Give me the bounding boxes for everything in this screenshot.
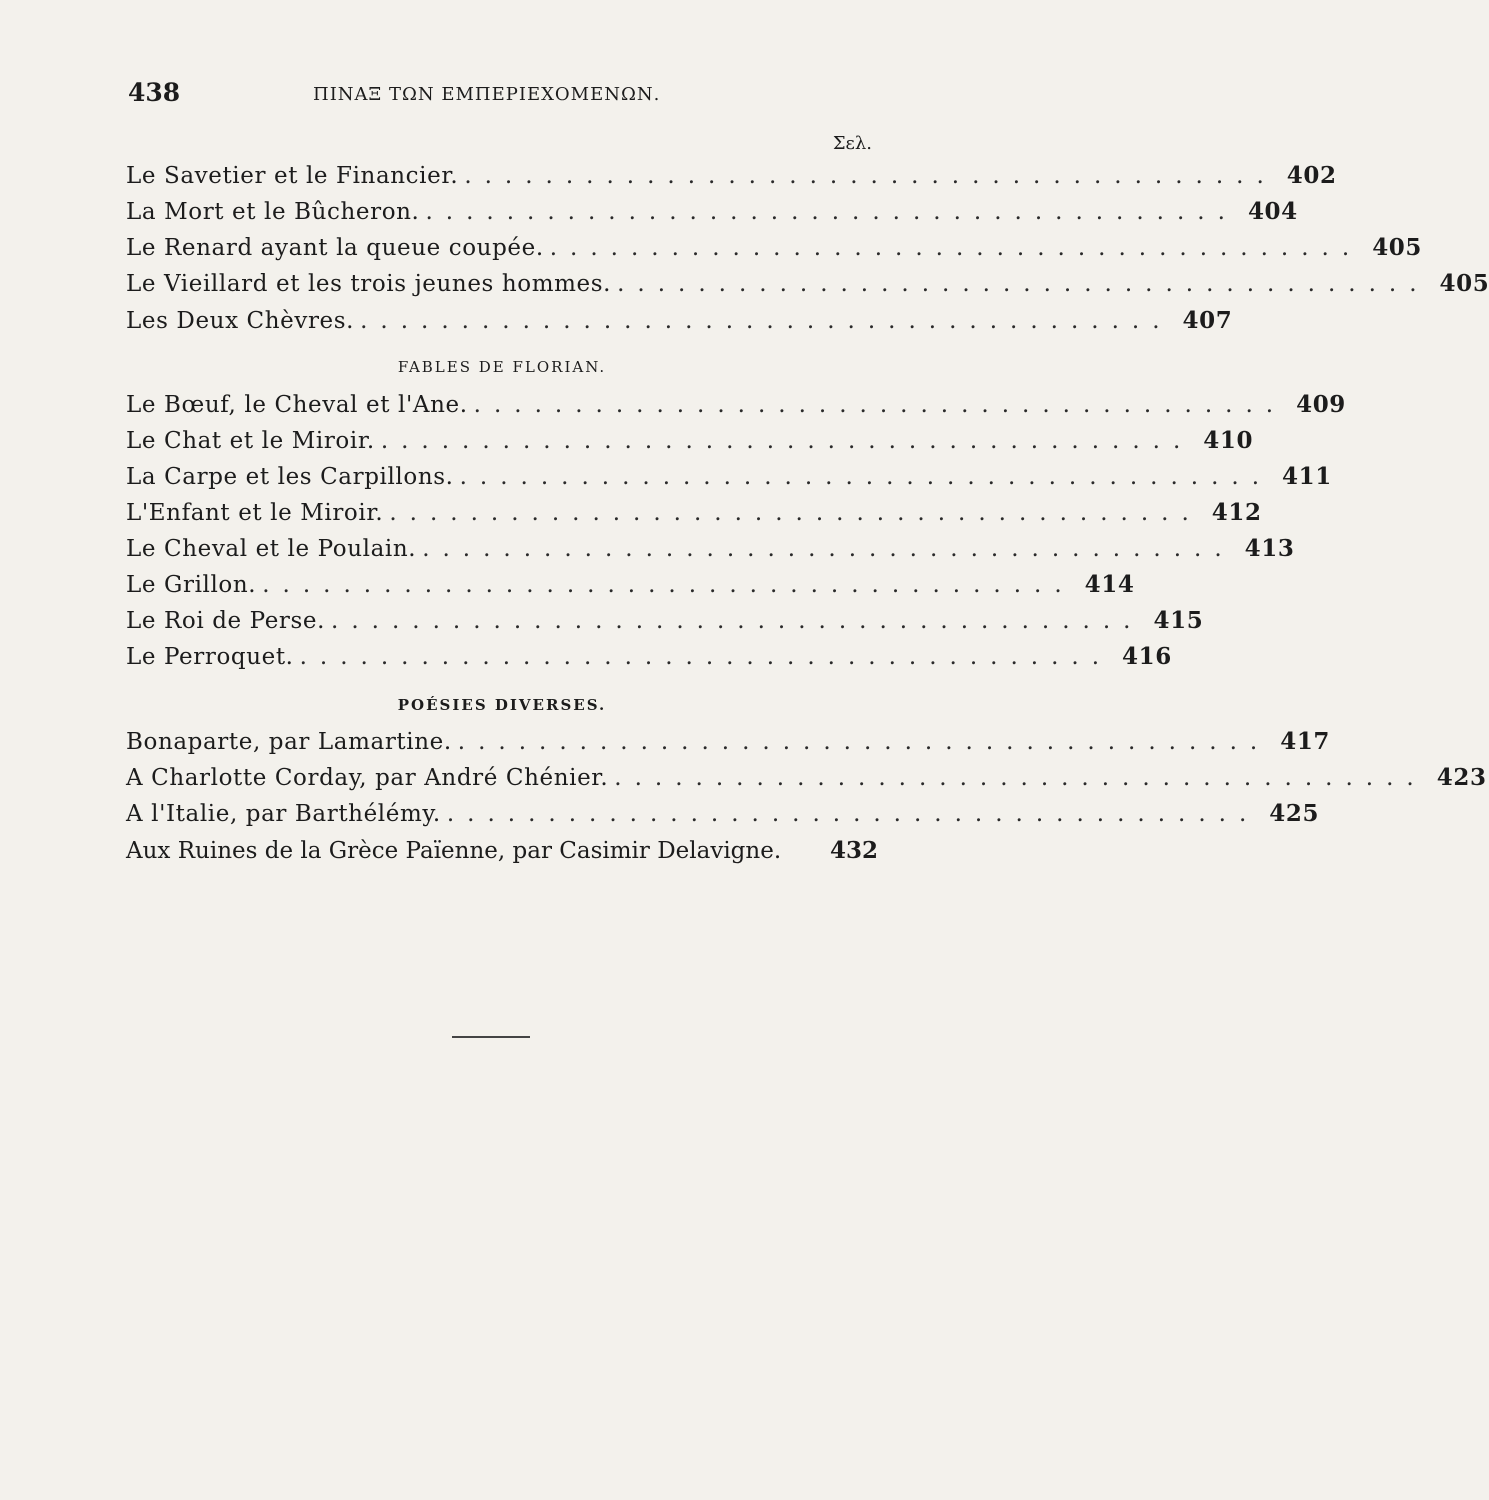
toc-entry: [126, 728, 1331, 764]
entry-title: Le Savetier et le Financier.: [126, 163, 459, 189]
toc-entry: [126, 643, 1172, 679]
entry-page: 405: [1372, 234, 1422, 261]
closing-rule: [452, 1036, 530, 1038]
entry-title: La Carpe et les Carpillons.: [126, 464, 454, 490]
leader-dots: ........................................: [425, 199, 1238, 225]
entry-page: 404: [1247, 198, 1298, 225]
toc-entry: [126, 162, 1337, 198]
leader-dots: ........................................: [457, 729, 1271, 755]
entry-page: 411: [1282, 463, 1332, 490]
leader-dots: ........................................: [331, 608, 1144, 634]
leader-dots: ........................................: [459, 464, 1273, 490]
toc-entry: [126, 391, 1346, 427]
entry-title: Aux Ruines de la Grèce Païenne, par Casimir Delavigne.: [126, 838, 782, 864]
leader-dots: ........................................: [446, 801, 1260, 827]
toc-entry: [126, 535, 1295, 571]
toc-entry: [126, 307, 1233, 343]
entry-title: Bonaparte, par Lamartine.: [126, 729, 452, 755]
leader-dots: ........................................: [549, 235, 1363, 261]
leader-dots: ........................................: [473, 392, 1287, 418]
toc-entry: [126, 234, 1422, 270]
entry-title: Le Renard ayant la queue coupée.: [126, 235, 544, 261]
toc-entry: [126, 427, 1254, 463]
leader-dots: ........................................: [389, 500, 1202, 526]
toc-entry: [126, 607, 1204, 643]
entry-page: 413: [1244, 535, 1295, 562]
entry-title: Le Chat et le Miroir.: [126, 428, 375, 454]
toc-entry: [126, 764, 1487, 800]
entry-page: 412: [1211, 499, 1262, 526]
entry-title: Le Perroquet.: [126, 644, 294, 670]
entry-page: 432: [829, 837, 878, 864]
page-column-label: Σελ.: [832, 133, 872, 154]
leader-dots: ........................................: [617, 271, 1430, 297]
leader-dots: ........................................: [464, 163, 1277, 189]
entry-title: Le Cheval et le Poulain.: [126, 536, 417, 562]
leader-dots: ........................................: [614, 765, 1427, 791]
toc-entry: [126, 800, 1320, 836]
entry-page: 423: [1436, 764, 1487, 791]
toc-entry: [126, 463, 1332, 499]
entry-title: La Mort et le Bûcheron.: [126, 199, 420, 225]
entry-page: 402: [1286, 162, 1337, 189]
entry-page: 425: [1269, 800, 1320, 827]
toc-entry: [126, 270, 1489, 306]
section-heading-florian: FABLES DE FLORIAN.: [397, 358, 607, 376]
entry-title: Le Bœuf, le Cheval et l'Ane.: [126, 392, 468, 418]
leader-dots: ........................................: [380, 428, 1194, 454]
leader-dots: ........................................: [262, 572, 1075, 598]
entry-page: 414: [1084, 571, 1135, 598]
toc-entry: [126, 837, 878, 873]
entry-title: Le Roi de Perse.: [126, 608, 326, 634]
section-heading-poesies: POÉSIES DIVERSES.: [397, 696, 607, 714]
entry-page: 410: [1203, 427, 1254, 454]
entry-title: A l'Italie, par Barthélémy.: [126, 801, 441, 827]
entry-page: 415: [1153, 607, 1204, 634]
entry-title: Les Deux Chèvres.: [126, 308, 355, 334]
leader-dots: ........................................: [299, 644, 1113, 670]
entry-title: Le Grillon.: [126, 572, 257, 598]
page-number: 438: [128, 78, 181, 107]
running-head: ΠΙΝΑΞ ΤΩΝ ΕΜΠΕΡΙΕΧΟΜΕΝΩΝ.: [313, 84, 661, 105]
entry-page: 416: [1122, 643, 1172, 670]
entry-title: A Charlotte Corday, par André Chénier.: [126, 765, 609, 791]
entry-page: 407: [1182, 307, 1233, 334]
leader-dots: ........................................: [360, 308, 1173, 334]
toc-entry: [126, 198, 1298, 234]
toc-entry: [126, 571, 1135, 607]
page-header: [128, 78, 876, 114]
entry-page: 405: [1439, 270, 1489, 297]
entry-page: 417: [1280, 728, 1331, 755]
leader-dots: ........................................: [422, 536, 1235, 562]
entry-page: 409: [1296, 391, 1346, 418]
entry-title: Le Vieillard et les trois jeunes hommes.: [126, 271, 612, 297]
entry-title: L'Enfant et le Miroir.: [126, 500, 384, 526]
toc-entry: [126, 499, 1262, 535]
